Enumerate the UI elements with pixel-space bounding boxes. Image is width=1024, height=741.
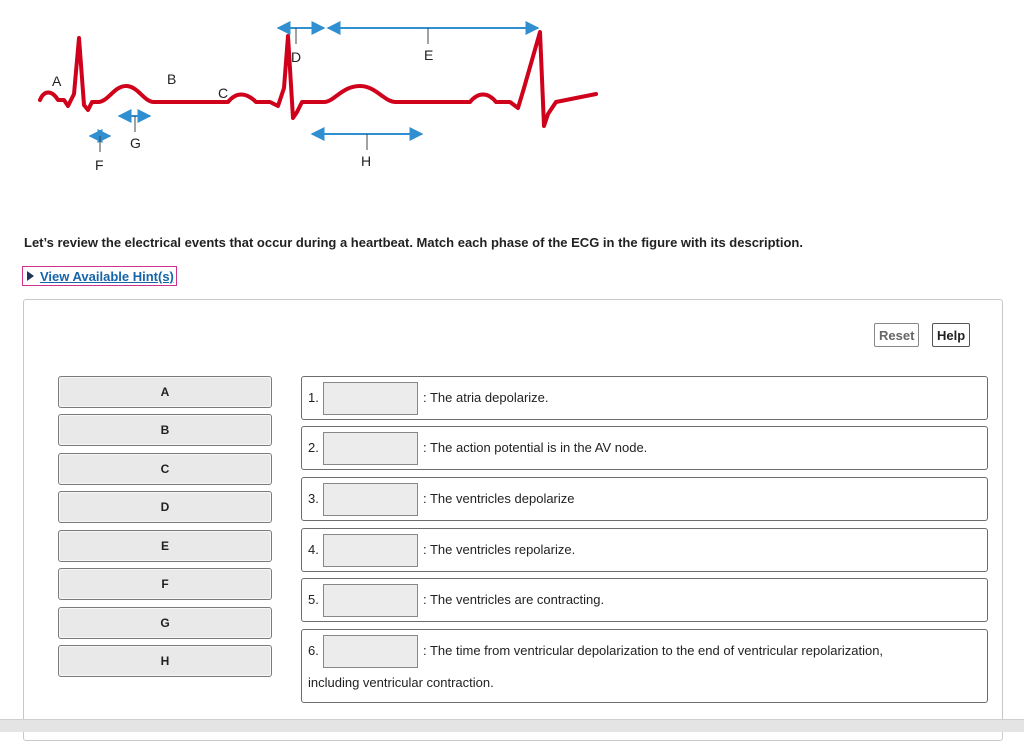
label-tile-h[interactable]: H	[58, 645, 272, 677]
target-number: 4.	[308, 542, 319, 557]
ecg-label-b: B	[167, 71, 177, 87]
question-prompt: Let’s review the electrical events that occur during a heartbeat. Match each phase of the ECG in the figure with its description.	[24, 235, 803, 250]
help-button[interactable]: Help	[932, 323, 970, 347]
target-row-1	[301, 376, 988, 420]
drop-zone-3[interactable]	[323, 483, 418, 516]
target-description: : The time from ventricular depolarization to the end of ventricular repolarization,	[423, 643, 884, 658]
target-description: : The ventricles are contracting.	[423, 592, 605, 607]
ecg-label-e: E	[424, 47, 434, 63]
target-row-3	[301, 477, 988, 521]
ecg-label-g: G	[130, 135, 141, 151]
reset-button[interactable]: Reset	[874, 323, 919, 347]
ecg-label-f: F	[95, 157, 104, 173]
target-description: : The atria depolarize.	[423, 390, 549, 405]
label-tile-g[interactable]: G	[58, 607, 272, 639]
label-tile-a[interactable]: A	[58, 376, 272, 408]
label-tile-e[interactable]: E	[58, 530, 272, 562]
target-row-2	[301, 426, 988, 470]
ecg-label-d: D	[291, 49, 302, 65]
ecg-label-h: H	[361, 153, 372, 169]
target-row-6	[301, 629, 988, 703]
drop-zone-6[interactable]	[323, 635, 418, 668]
target-description-continued: including ventricular contraction.	[308, 675, 494, 690]
target-description: : The ventricles repolarize.	[423, 542, 576, 557]
browser-bottom-bar	[0, 719, 1024, 732]
target-description: : The action potential is in the AV node.	[423, 440, 648, 455]
target-number: 1.	[308, 390, 319, 405]
ecg-label-a: A	[52, 73, 62, 89]
target-number: 5.	[308, 592, 319, 607]
target-number: 2.	[308, 440, 319, 455]
ecg-trace	[40, 32, 596, 126]
target-description: : The ventricles depolarize	[423, 491, 575, 506]
target-row-4	[301, 528, 988, 572]
label-tile-c[interactable]: C	[58, 453, 272, 485]
drop-zone-1[interactable]	[323, 382, 418, 415]
ecg-label-c: C	[218, 85, 229, 101]
answer-panel	[23, 299, 1003, 741]
label-tile-f[interactable]: F	[58, 568, 272, 600]
disclosure-triangle-icon	[27, 271, 34, 281]
hint-link-label: View Available Hint(s)	[40, 268, 174, 284]
drop-zone-4[interactable]	[323, 534, 418, 567]
drop-zone-5[interactable]	[323, 584, 418, 617]
drop-zone-2[interactable]	[323, 432, 418, 465]
target-row-5	[301, 578, 988, 622]
label-tile-d[interactable]: D	[58, 491, 272, 523]
ecg-figure	[30, 18, 610, 188]
label-tile-b[interactable]: B	[58, 414, 272, 446]
target-number: 3.	[308, 491, 319, 506]
view-hints-link[interactable]	[22, 266, 177, 286]
target-number: 6.	[308, 643, 319, 658]
